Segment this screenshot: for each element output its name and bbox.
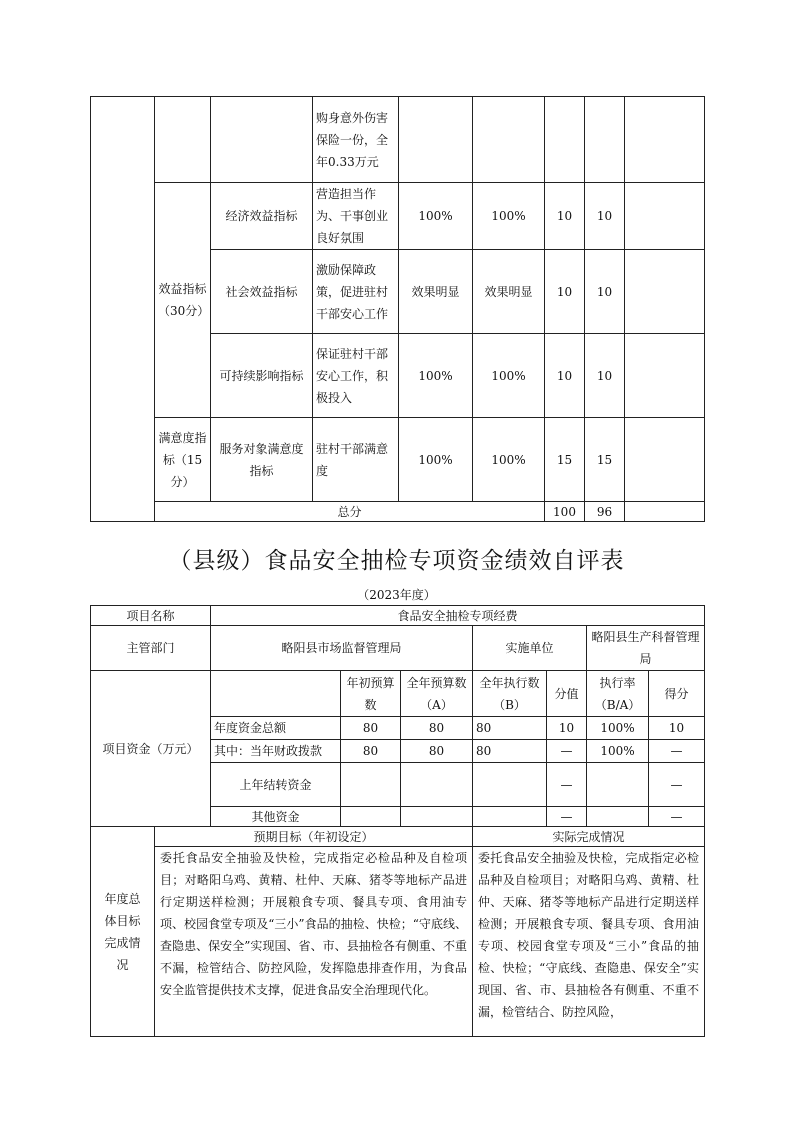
fund-score: — [649,763,705,807]
indicator-content: 激励保障政策，促进驻村干部安心工作 [313,250,399,334]
indicator-content: 购身意外伤害保险一份，全年0.33万元 [313,97,399,183]
fund-row-label: 其中：当年财政拨款 [211,740,341,763]
fund-executed [473,763,547,807]
page-title: （县级）食品安全抽检专项资金绩效自评表 [168,548,625,574]
header-full-year-budget: 全年预算数（A） [401,671,473,717]
fund-score: 10 [649,717,705,740]
impl-label: 实施单位 [473,626,587,671]
fund-full-year: 80 [401,740,473,763]
fund-rate [587,807,649,827]
indicator-name: 可持续影响指标 [211,334,313,418]
fund-label: 项目资金（万元） [91,671,211,827]
fund-row-label: 上年结转资金 [211,763,341,807]
goal-label: 年度总体目标完成情况 [91,827,155,1037]
fund-weight: — [547,807,587,827]
actual-header: 实际完成情况 [473,827,705,847]
fund-evaluation-table [90,605,705,1037]
annual-target: 100% [399,418,473,502]
actual-value: 100% [473,183,545,250]
actual-value: 效果明显 [473,250,545,334]
year-label: （2023年度） [357,588,436,602]
indicator-content: 保证驻村干部安心工作，积极投入 [313,334,399,418]
satisfaction-indicator-group: 满意度指标（15分） [155,418,211,502]
expected-text: 委托食品安全抽验及快检，完成指定必检品种及自检项目；对略阳乌鸡、黄精、杜仲、天麻、猪苓等地标产品进行定期送样检测；开展粮食专项、餐具专项、食用油专项、校园食堂专项及“三小”食品的抽检、快检；“守底线、查隐患、保安全”实现国、省、市、县抽检各有侧重、不重不漏，检管结合、防控风险，发挥隐患排查作用，为食品安全监管提供技术支撑，促进食品安全治理现代化。 [155,847,473,1037]
score: 10 [585,183,625,250]
fund-weight: — [547,763,587,807]
fund-full-year [401,763,473,807]
fund-row-label: 年度资金总额 [211,717,341,740]
header-executed: 全年执行数（B） [473,671,547,717]
header-weight: 分值 [547,671,587,717]
header-initial-budget: 年初预算数 [341,671,401,717]
expected-header: 预期目标（年初设定） [155,827,473,847]
benefit-indicator-group: 效益指标（30分） [155,183,211,418]
actual-text: 委托食品安全抽验及快检，完成指定必检品种及自检项目；对略阳乌鸡、黄精、杜仲、天麻、猪苓等地标产品进行定期送样检测；开展粮食专项、餐具专项、食用油专项、校园食堂专项及“三小”食品的抽检、快检；“守底线、查隐患、保安全”实现国、省、市、县抽检各有侧重、不重不漏，检管结合、防控风险， [473,847,705,1037]
dept-label: 主管部门 [91,626,211,671]
fund-rate: 100% [587,740,649,763]
fund-rate [587,763,649,807]
indicator-content: 营造担当作为、干事创业良好氛围 [313,183,399,250]
fund-executed: 80 [473,717,547,740]
actual-value: 100% [473,334,545,418]
impl-value: 略阳县生产科督管理局 [587,626,705,671]
fund-initial [341,807,401,827]
performance-indicator-table [90,96,705,522]
indicator-name: 经济效益指标 [211,183,313,250]
fund-row-label: 其他资金 [211,807,341,827]
score: 10 [585,250,625,334]
level1-indicator-cell [91,97,155,522]
total-label: 总分 [155,502,545,522]
fund-score: — [649,807,705,827]
weight: 10 [545,250,585,334]
fund-weight: — [547,740,587,763]
fund-full-year [401,807,473,827]
fund-rate: 100% [587,717,649,740]
weight: 10 [545,334,585,418]
indicator-name: 社会效益指标 [211,250,313,334]
annual-target: 100% [399,334,473,418]
score: 10 [585,334,625,418]
weight: 15 [545,418,585,502]
fund-weight: 10 [547,717,587,740]
fund-full-year: 80 [401,717,473,740]
actual-value: 100% [473,418,545,502]
dept-value: 略阳县市场监督管理局 [211,626,473,671]
indicator-content: 驻村干部满意度 [313,418,399,502]
fund-executed: 80 [473,740,547,763]
header-rate: 执行率（B/A） [587,671,649,717]
weight: 10 [545,183,585,250]
header-score: 得分 [649,671,705,717]
fund-executed [473,807,547,827]
level3-indicator-cell [211,97,313,183]
fund-initial [341,763,401,807]
fund-score: — [649,740,705,763]
project-name-label: 项目名称 [91,606,211,626]
total-score: 96 [585,502,625,522]
annual-target: 效果明显 [399,250,473,334]
project-name: 食品安全抽检专项经费 [211,606,705,626]
annual-target: 100% [399,183,473,250]
indicator-name: 服务对象满意度指标 [211,418,313,502]
fund-initial: 80 [341,717,401,740]
score: 15 [585,418,625,502]
total-weight: 100 [545,502,585,522]
fund-initial: 80 [341,740,401,763]
level2-indicator-cell [155,97,211,183]
